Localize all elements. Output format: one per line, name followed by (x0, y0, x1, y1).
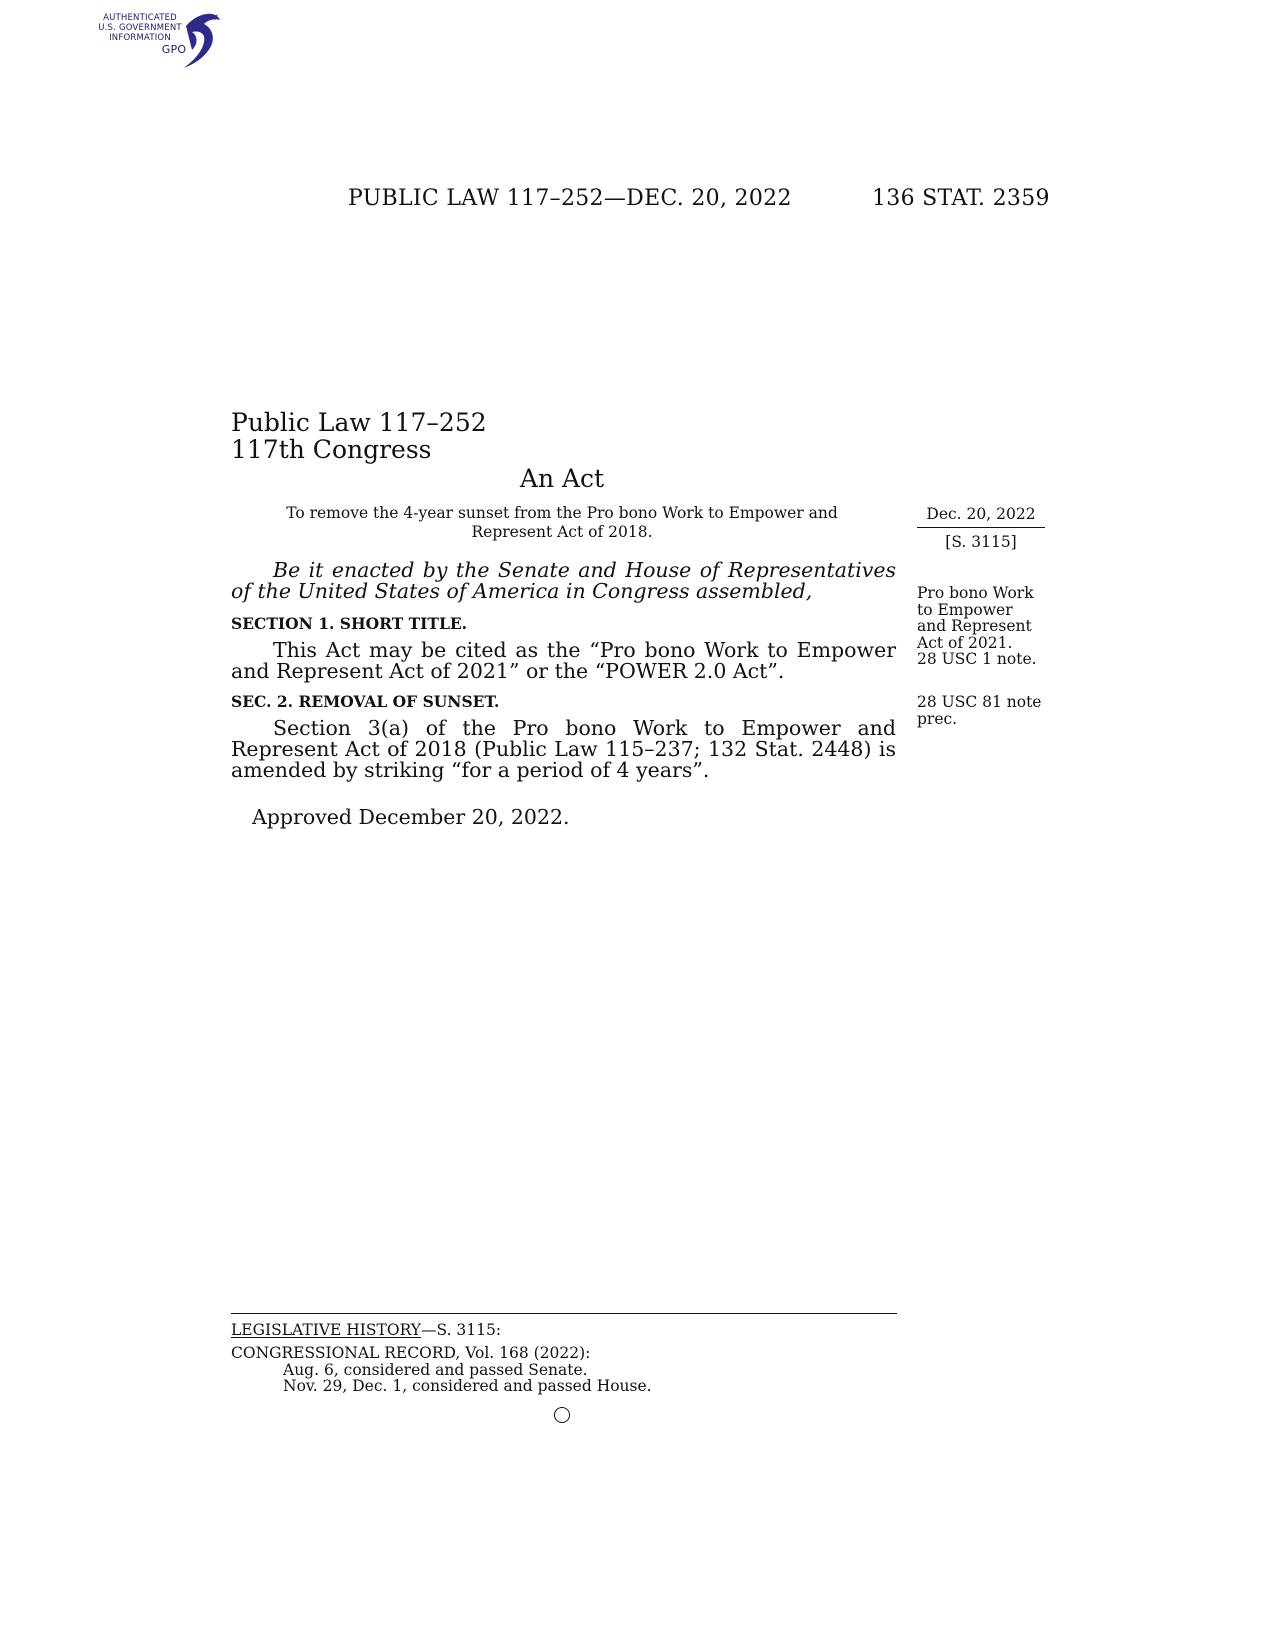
act-heading: An Act (519, 464, 605, 493)
congressional-record-entry: Nov. 29, Dec. 1, considered and passed House. (283, 1377, 652, 1395)
margin-note-short-title (917, 585, 1057, 668)
legislative-history-bill: —S. 3115: (421, 1321, 502, 1339)
margin-note-line: Pro bono Work (917, 584, 1034, 602)
margin-note-line: Act of 2021. (917, 633, 1013, 652)
congress-number: 117th Congress (231, 435, 432, 464)
running-header-stat-page: 136 STAT. 2359 (872, 186, 1050, 211)
enacting-clause: Be it enacted by the Senate and House of Representatives of the United States of America in Congress assembled, (231, 558, 896, 603)
legislative-history-label: LEGISLATIVE HISTORY (231, 1321, 421, 1339)
enactment-date-box (917, 504, 1045, 552)
logo-line-government: U.S. GOVERNMENT (98, 23, 182, 33)
logo-line-authenticated: AUTHENTICATED (103, 13, 177, 23)
approval-line: Approved December 20, 2022. (252, 805, 570, 829)
public-law-number: Public Law 117–252 (231, 408, 487, 437)
logo-line-information: INFORMATION (109, 33, 171, 43)
act-purpose: To remove the 4-year sunset from the Pro bono Work to Empower and Represent Act of 2018. (286, 504, 838, 541)
enactment-date: Dec. 20, 2022 (917, 504, 1045, 528)
margin-note-line: 28 USC 1 note. (917, 650, 1037, 668)
footer-rule (231, 1313, 897, 1314)
legislative-history-heading (231, 1320, 501, 1340)
margin-note-usc-81 (917, 694, 1057, 727)
logo-line-gpo: GPO (161, 43, 187, 56)
bill-number: [S. 3115] (945, 533, 1017, 551)
section-1-text: This Act may be cited as the “Pro bono Work to Empower and Represent Act of 2021” or the “POWER 2.0 Act”. (231, 638, 896, 683)
margin-note-line: and Represent (917, 617, 1032, 635)
end-circle-mark (554, 1407, 570, 1423)
congressional-record-entry: Aug. 6, considered and passed Senate. (283, 1360, 588, 1379)
section-2-text: Section 3(a) of the Pro bono Work to Empower and Represent Act of 2018 (Public Law 115–237; 132 Stat. 2448) is amended by striking “for a period of 4 years”. (231, 716, 896, 782)
gpo-authentication-logo (94, 8, 234, 74)
margin-note-line: 28 USC 81 note (917, 693, 1042, 711)
margin-note-line: prec. (917, 709, 958, 728)
congressional-record-heading: CONGRESSIONAL RECORD, Vol. 168 (2022): (231, 1344, 591, 1362)
running-header-title: PUBLIC LAW 117–252—DEC. 20, 2022 (348, 186, 792, 211)
section-2-heading: SEC. 2. REMOVAL OF SUNSET. (231, 692, 500, 711)
section-1-heading: SECTION 1. SHORT TITLE. (231, 614, 468, 633)
margin-note-line: to Empower (917, 600, 1013, 619)
congressional-record (231, 1345, 652, 1395)
